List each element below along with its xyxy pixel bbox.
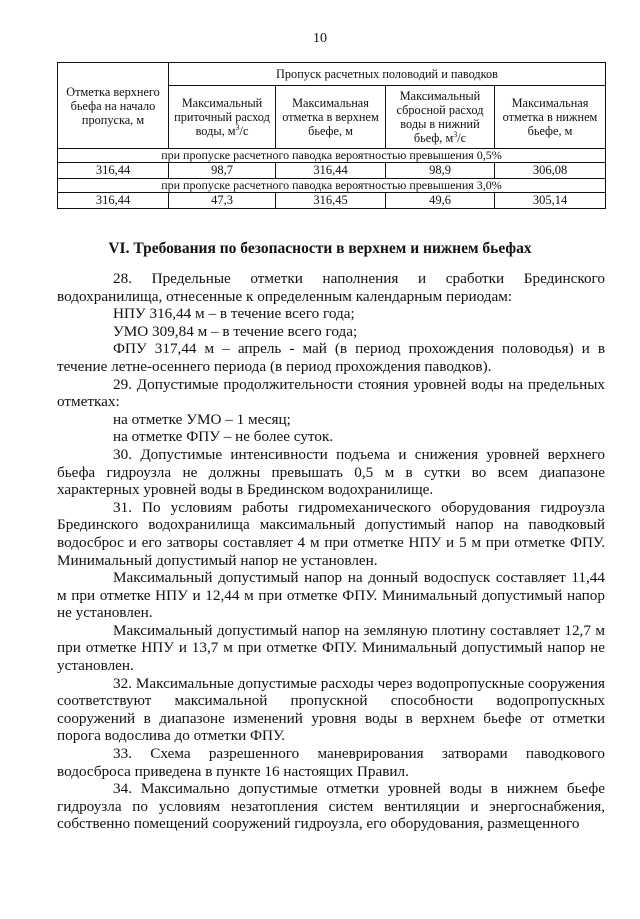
fpu-level: ФПУ 317,44 м – апрель - май (в период прохождения половодья) и в течение летне-осеннего периода (в период прохождения паводков). [57,340,605,375]
section-heading: VI. Требования по безопасности в верхнем и нижнем бьефах [108,240,532,257]
table-cell: 98,9 [386,163,495,179]
paragraph-32: 32. Максимальные допустимые расходы через водопропускные сооружения соответствуют максимальной пропускной способности водопропускных сооружений в диапазоне изменений уровня воды в верхнем бьефе от отметки порога водослива до отметки ФПУ. [57,674,605,745]
header-max-lower-level: Максимальная отметка в нижнем бьефе, м [495,86,606,149]
header-max-upper-level: Максимальная отметка в верхнем бьефе, м [276,86,386,149]
paragraph-31-earth-dam: Максимальный допустимый напор на земляную плотину составляет 12,7 м при отметке НПУ и 13,7 м при отметке ФПУ. Минимальный допустимый напор не установлен. [57,621,605,675]
table-cell: 305,14 [495,193,606,209]
header-max-inflow: Максимальный приточный расход воды, $м^3/с$ [169,86,276,149]
flood-passage-table [57,62,606,209]
paragraph-30: 30. Допустимые интенсивности подъема и снижения уровней верхнего бьефа гидроузла не должны превышать 0,5 м в сутки во всем диапазоне характерных уровней воды в Брединском водохранилище. [57,445,605,499]
table-cell: 316,45 [276,193,386,209]
table-cell: 98,7 [169,163,276,179]
header-max-discharge: Максимальный сбросной расход воды в нижний бьеф, $м^3/с$ [386,86,495,149]
table-cell: 316,44 [58,193,169,209]
paragraph-31-bottom-outlet: Максимальный допустимый напор на донный водоспуск составляет 11,44 м при отметке НПУ и 12,44 м при отметке ФПУ. Минимальный допустимый напор не установлен. [57,569,605,622]
paragraph-28-line1: 28. Предельные отметки наполнения и сработки Брединского [113,270,605,287]
paragraph-29-fpu: на отметке ФПУ – не более суток. [113,428,334,446]
table-cell: 306,08 [495,163,606,179]
npu-level: НПУ 316,44 м – в течение всего года; [113,305,355,323]
table-cell: 316,44 [276,163,386,179]
table-row [58,163,606,179]
table-cell: 47,3 [169,193,276,209]
paragraph-29-umo: на отметке УМО – 1 месяц; [113,410,291,428]
probability-band-0-5: при пропуске расчетного паводка вероятностью превышения 0,5% [58,149,606,163]
table-cell: 316,44 [58,163,169,179]
body-text [57,270,605,833]
paragraph-31: 31. По условиям работы гидромеханического оборудования гидроузла Брединского водохранилища максимальный допустимый напор на паводковый водосброс и его затворы составляет 4 м при отметке НПУ и 5 м при отметке ФПУ. Минимальный допустимый напор не установлен. [57,498,605,569]
umo-level: УМО 309,84 м – в течение всего года; [113,322,358,340]
table-cell: 49,6 [386,193,495,209]
header-flood-passage: Пропуск расчетных половодий и паводков [169,63,606,86]
page-number: 10 [313,31,327,46]
paragraph-34: 34. Максимально допустимые отметки уровней воды в нижнем бьефе гидроузла по условиям незатопления систем вентиляции и энергоснабжения, собственно помещений сооружений гидроузла, его оборудования, размещенного [57,780,605,833]
header-upper-pool-start-level: Отметка верхнего бьефа на начало пропуска, м [58,63,169,149]
table-row [58,193,606,209]
paragraph-29: 29. Допустимые продолжительности стояния уровней воды на предельных отметках: [57,375,605,411]
paragraph-33: 33. Схема разрешенного маневрирования затворами паводкового водосброса приведена в пункте 16 настоящих Правил. [57,745,605,780]
probability-band-3-0: при пропуске расчетного паводка вероятностью превышения 3,0% [58,179,606,193]
paragraph-28-line2: водохранилища, отнесенные к определенным календарным периодам: [57,287,513,305]
